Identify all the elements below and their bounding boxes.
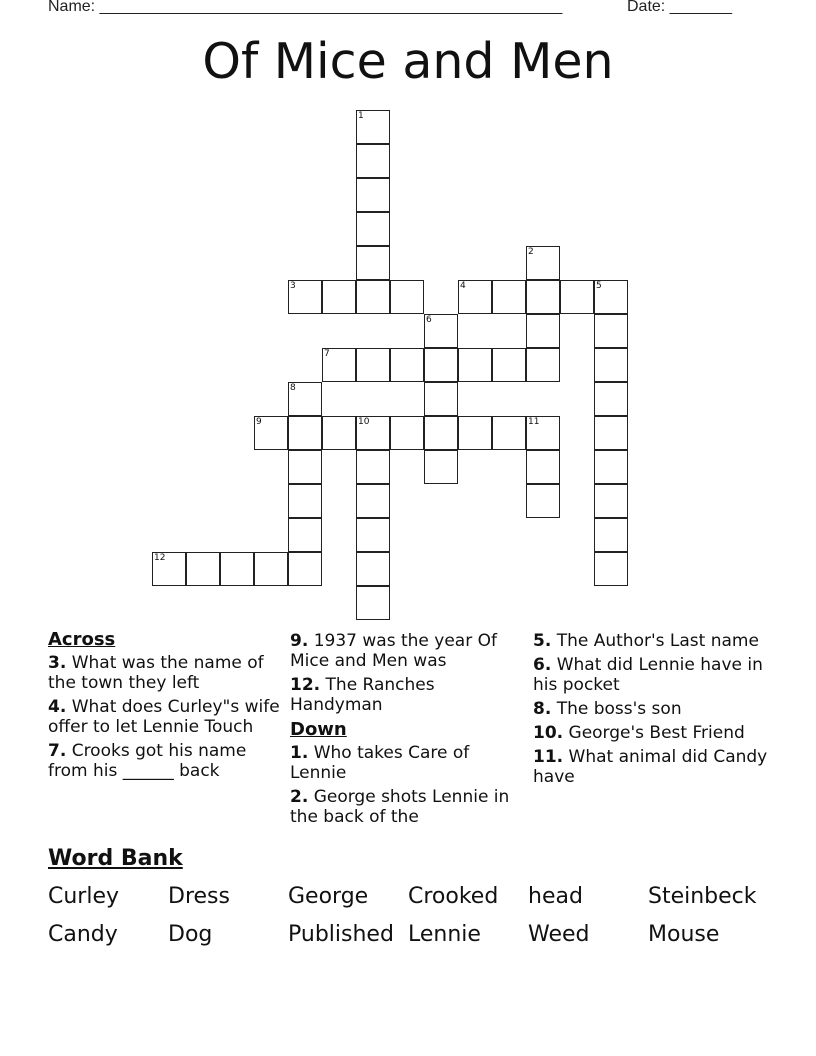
crossword-cell[interactable] [356,212,390,246]
clue-number: 11 [528,417,540,427]
crossword-cell[interactable] [424,348,458,382]
clues-column-1 [48,629,284,785]
clue-down-2: 2. George shots Lennie in the back of the [290,787,510,827]
clue-across-9: 9. 1937 was the year Of Mice and Men was [290,631,497,671]
clue-number: 6 [426,315,432,325]
crossword-cell[interactable] [288,416,322,450]
crossword-cell[interactable] [526,314,560,348]
crossword-cell[interactable] [356,280,390,314]
clue-down-10: 10. George's Best Friend [533,723,745,743]
crossword-cell[interactable] [424,382,458,416]
crossword-cell[interactable] [390,416,424,450]
page-title: Of Mice and Men [202,33,614,90]
date-field-label: Date: _______ [627,0,732,15]
crossword-cell[interactable] [458,416,492,450]
clue-number: 5 [596,281,602,291]
crossword-cell[interactable] [560,280,594,314]
crossword-cell[interactable] [288,484,322,518]
clue-down-8: 8. The boss's son [533,699,682,719]
word-bank-item: Candy [48,922,118,947]
crossword-cell[interactable] [322,348,356,382]
clue-number: 7 [324,349,330,359]
clues-column-2 [290,631,526,831]
crossword-cell[interactable] [594,518,628,552]
crossword-cell[interactable] [526,246,560,280]
crossword-cell[interactable] [390,280,424,314]
word-bank-item: Curley [48,884,120,909]
crossword-cell[interactable] [458,280,492,314]
clue-down-11: 11. What animal did Candy have [533,747,768,787]
crossword-cell[interactable] [526,348,560,382]
clue-across-4: 4. What does Curley"s wife offer to let Lennie Touch [48,697,280,737]
word-bank-item: Mouse [648,922,720,947]
name-field-label: Name: ____________________________________________________ [48,0,563,15]
crossword-cell[interactable] [594,416,628,450]
clue-number: 3 [290,281,296,291]
clue-number: 2 [528,247,534,257]
clue-number: 8 [290,383,296,393]
word-bank-item: Crooked [408,884,499,909]
crossword-cell[interactable] [356,348,390,382]
clue-across-12: 12. The Ranches Handyman [290,675,435,715]
crossword-cell[interactable] [356,586,390,620]
crossword-cell[interactable] [390,348,424,382]
crossword-cell[interactable] [220,552,254,586]
crossword-cell[interactable] [526,484,560,518]
crossword-cell[interactable] [458,348,492,382]
crossword-cell[interactable] [594,348,628,382]
clue-number: 4 [460,281,466,291]
crossword-cell[interactable] [356,518,390,552]
crossword-cell[interactable] [322,280,356,314]
word-bank-item: Dress [168,884,230,909]
crossword-cell[interactable] [288,518,322,552]
clue-number: 10 [358,417,370,427]
crossword-cell[interactable] [594,314,628,348]
crossword-cell[interactable] [526,416,560,450]
clue-across-7: 7. Crooks got his name from his ______ back [48,741,247,781]
clue-number: 1 [358,111,364,121]
word-bank-item: Steinbeck [648,884,757,909]
word-bank-item: George [288,884,369,909]
crossword-cell[interactable] [526,450,560,484]
crossword-cell[interactable] [288,552,322,586]
clue-across-3: 3. What was the name of the town they left [48,653,264,693]
clue-number: 12 [154,553,166,563]
crossword-cell[interactable] [254,416,288,450]
crossword-cell[interactable] [594,382,628,416]
clue-down-6: 6. What did Lennie have in his pocket [533,655,763,695]
word-bank-item: Dog [168,922,213,947]
crossword-cell[interactable] [186,552,220,586]
crossword-cell[interactable] [424,450,458,484]
crossword-cell[interactable] [356,416,390,450]
crossword-cell[interactable] [356,110,390,144]
word-bank-item: Published [288,922,394,947]
crossword-cell[interactable] [492,280,526,314]
crossword-cell[interactable] [526,280,560,314]
clue-number: 9 [256,417,262,427]
crossword-cell[interactable] [356,484,390,518]
crossword-cell[interactable] [288,280,322,314]
crossword-cell[interactable] [594,552,628,586]
crossword-cell[interactable] [492,416,526,450]
crossword-cell[interactable] [322,416,356,450]
across-heading: Across [48,629,116,650]
crossword-cell[interactable] [152,552,186,586]
crossword-cell[interactable] [594,280,628,314]
word-bank-item: head [528,884,583,909]
word-bank-item: Weed [528,922,590,947]
word-bank-heading: Word Bank [48,846,183,871]
crossword-cell[interactable] [356,144,390,178]
word-bank-item: Lennie [408,922,481,947]
crossword-cell[interactable] [356,552,390,586]
crossword-cell[interactable] [288,450,322,484]
crossword-cell[interactable] [424,314,458,348]
down-heading: Down [290,719,347,740]
crossword-cell[interactable] [594,450,628,484]
crossword-cell[interactable] [492,348,526,382]
crossword-cell[interactable] [356,178,390,212]
crossword-cell[interactable] [424,416,458,450]
crossword-cell[interactable] [288,382,322,416]
crossword-cell[interactable] [254,552,288,586]
crossword-cell[interactable] [594,484,628,518]
clue-down-1: 1. Who takes Care of Lennie [290,743,470,783]
clues-column-3 [533,631,769,791]
clue-down-5: 5. The Author's Last name [533,631,759,651]
crossword-cell[interactable] [356,450,390,484]
crossword-cell[interactable] [356,246,390,280]
